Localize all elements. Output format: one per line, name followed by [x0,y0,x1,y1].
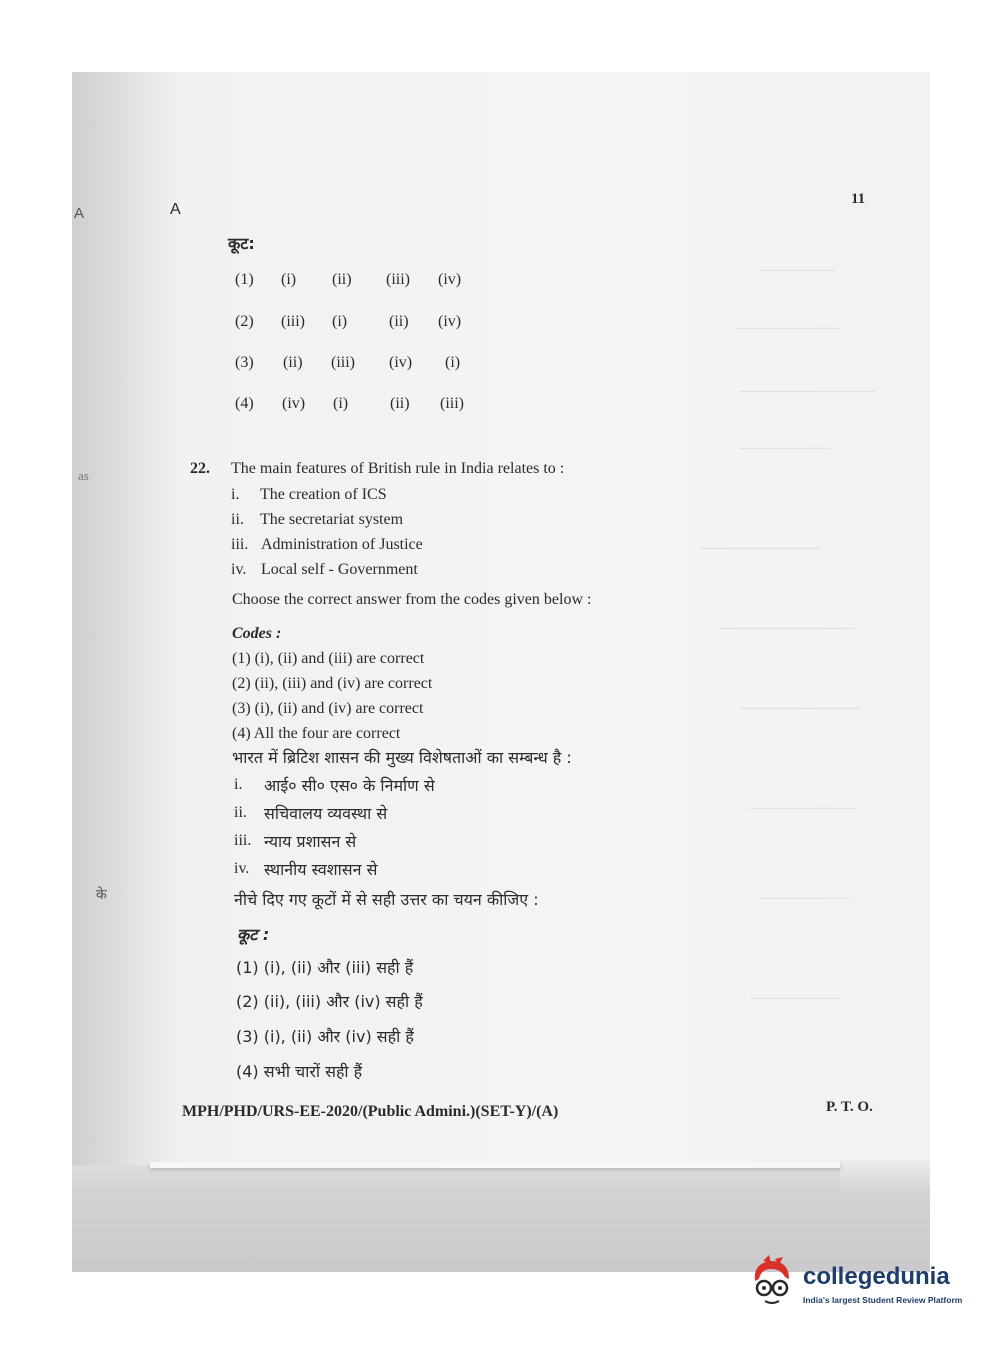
statement-num: iv. [234,860,250,877]
codes-cell: (iii) [386,271,410,288]
statement-text: The creation of ICS [260,486,387,503]
codes-cell: (1) [235,271,254,288]
codes-cell: (i) [333,395,349,412]
statement-text: आई० सी० एस० के निर्माण से [264,776,435,795]
left-page-letter: A [74,205,85,222]
option-hi: (3) (i), (ii) और (iv) सही हैं [236,1027,414,1046]
statement-num: iv. [231,561,247,578]
question-number: 22. [190,460,210,477]
codes-label-en: Codes : [232,625,282,642]
option-hi: (2) (ii), (iii) और (iv) सही हैं [236,992,423,1011]
statement-text: स्थानीय स्वशासन से [264,860,378,879]
option-en: (1) (i), (ii) and (iii) are correct [232,650,425,667]
codes-row [235,271,462,289]
codes-cell: (iii) [331,354,355,371]
statement-num: iii. [231,536,249,553]
codes-cell: (i) [332,313,348,330]
collegedunia-watermark [745,1255,975,1315]
series-letter: A [170,201,181,218]
instruction-en: Choose the correct answer from the codes given below : [232,591,592,608]
brand-name: collegedunia [803,1263,950,1290]
codes-cell: (ii) [283,354,303,371]
question-stem-hi: भारत में ब्रिटिश शासन की मुख्य विशेषताओं का सम्बन्ध है : [232,748,572,767]
option-hi: (4) सभी चारों सही हैं [236,1062,363,1081]
paper-stack-edge [840,1160,930,1190]
codes-cell: (3) [235,354,254,371]
option-en: (4) All the four are correct [232,725,401,742]
codes-cell: (iv) [282,395,306,412]
margin-fragment: के [96,887,107,903]
statement-text: सचिवालय व्यवस्था से [264,804,388,823]
codes-label-hi: कूट : [237,925,270,944]
page-bottom-edge [150,1162,840,1168]
codes-cell: (iv) [438,271,462,288]
statement-text: Administration of Justice [261,536,423,553]
codes-cell: (4) [235,395,254,412]
margin-fragment: as [78,468,89,483]
statement-num: ii. [234,804,247,821]
statement-text: न्याय प्रशासन से [264,832,357,851]
codes-cell: (iv) [389,354,413,371]
codes-cell: (2) [235,313,254,330]
page-number: 11 [851,191,866,207]
codes-row [235,354,461,372]
statement-text: Local self - Government [261,561,418,578]
codes-cell: (ii) [389,313,409,330]
statement-num: i. [234,776,243,793]
codes-cell: (i) [281,271,297,288]
instruction-hi: नीचे दिए गए कूटों में से सही उत्तर का चयन कीजिए : [234,890,539,909]
codes-label-hi: कूट: [228,234,255,253]
mascot-logo-icon [745,1255,797,1311]
statement-num: iii. [234,832,252,849]
brand-tagline: India's largest Student Review Platform [803,1295,963,1305]
codes-cell: (i) [445,354,461,371]
footer-code: MPH/PHD/URS-EE-2020/(Public Admini.)(SET-Y)/(A) [182,1103,559,1120]
codes-cell: (ii) [390,395,410,412]
codes-row [235,313,462,331]
scanned-page-background [72,72,930,1272]
codes-cell: (iv) [438,313,462,330]
pto-label: P. T. O. [826,1099,873,1115]
question-stem-en: The main features of British rule in India relates to : [231,460,565,477]
option-en: (3) (i), (ii) and (iv) are correct [232,700,424,717]
statement-num: ii. [231,511,244,528]
codes-cell: (ii) [332,271,352,288]
option-en: (2) (ii), (iii) and (iv) are correct [232,675,433,692]
codes-cell: (iii) [281,313,305,330]
codes-row [235,395,464,413]
statement-text: The secretariat system [260,511,404,528]
option-hi: (1) (i), (ii) और (iii) सही हैं [236,958,414,977]
statement-num: i. [231,486,240,503]
codes-cell: (iii) [440,395,464,412]
